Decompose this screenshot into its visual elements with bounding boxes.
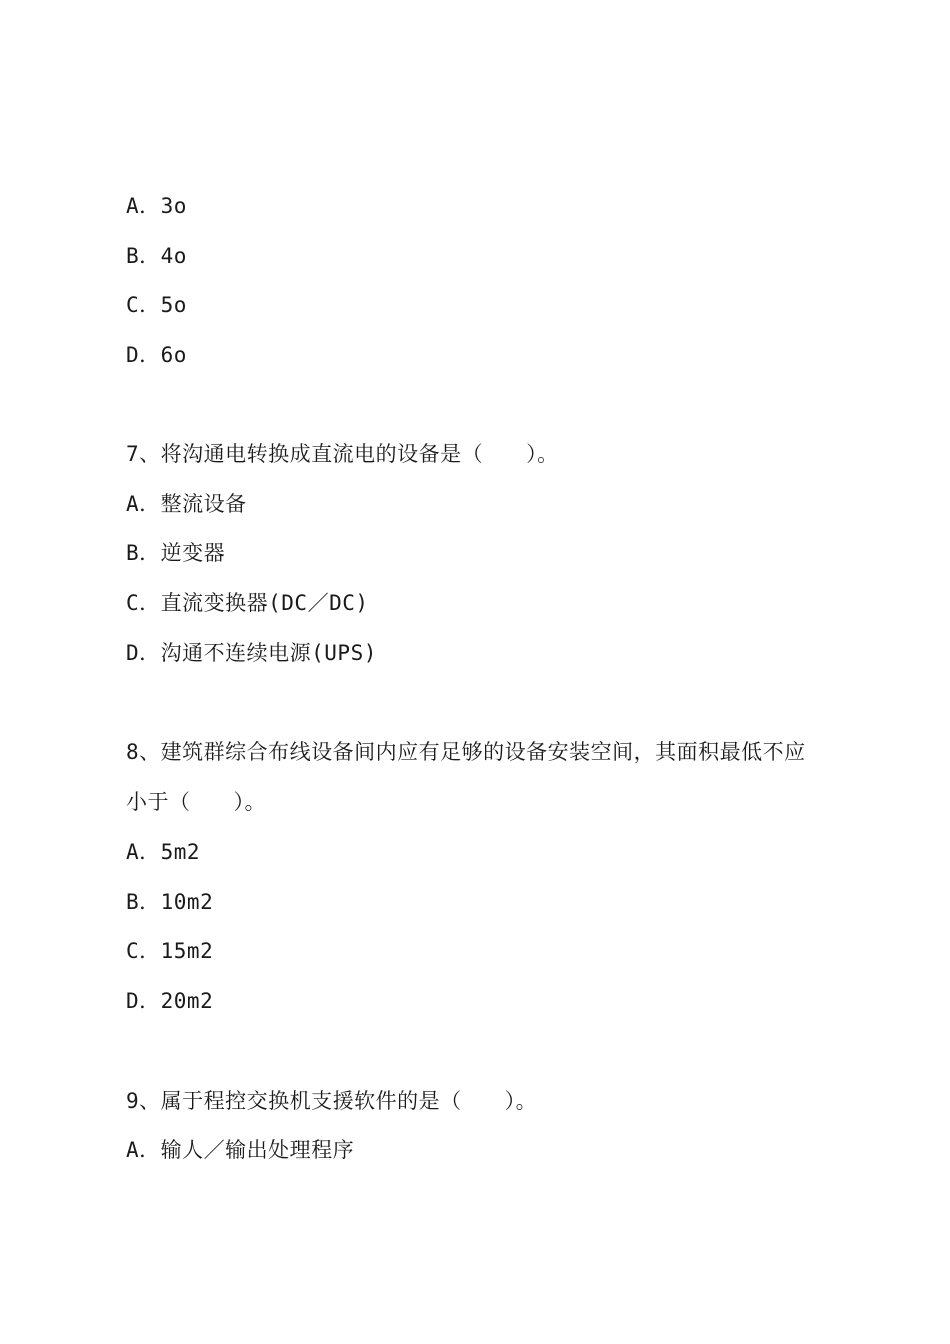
q6-option-d: D．6o xyxy=(126,343,187,367)
q7-option-a: A．整流设备 xyxy=(126,492,247,516)
q7-option-b: B．逆变器 xyxy=(126,541,226,565)
q8-option-d: D．20m2 xyxy=(126,989,214,1013)
q6-option-a: A．3o xyxy=(126,194,187,218)
q9-option-a: A．输人／输出处理程序 xyxy=(126,1138,355,1162)
q8-question-line1: 8、建筑群综合布线设备间内应有足够的设备安装空间，其面积最低不应 xyxy=(126,740,806,764)
q8-question-line2: 小于（ ）。 xyxy=(126,790,266,814)
q8-option-a: A．5m2 xyxy=(126,840,201,864)
q6-option-c: C．5o xyxy=(126,293,187,317)
q6-option-b: B．4o xyxy=(126,244,187,268)
q7-question: 7、将沟通电转换成直流电的设备是（ ）。 xyxy=(126,442,559,466)
q7-option-c: C．直流变换器(DC／DC) xyxy=(126,591,369,615)
q7-option-d: D．沟通不连续电源(UPS) xyxy=(126,641,377,665)
q8-option-c: C．15m2 xyxy=(126,939,214,963)
q9-question: 9、属于程控交换机支援软件的是（ ）。 xyxy=(126,1089,538,1113)
q8-option-b: B．10m2 xyxy=(126,890,214,914)
